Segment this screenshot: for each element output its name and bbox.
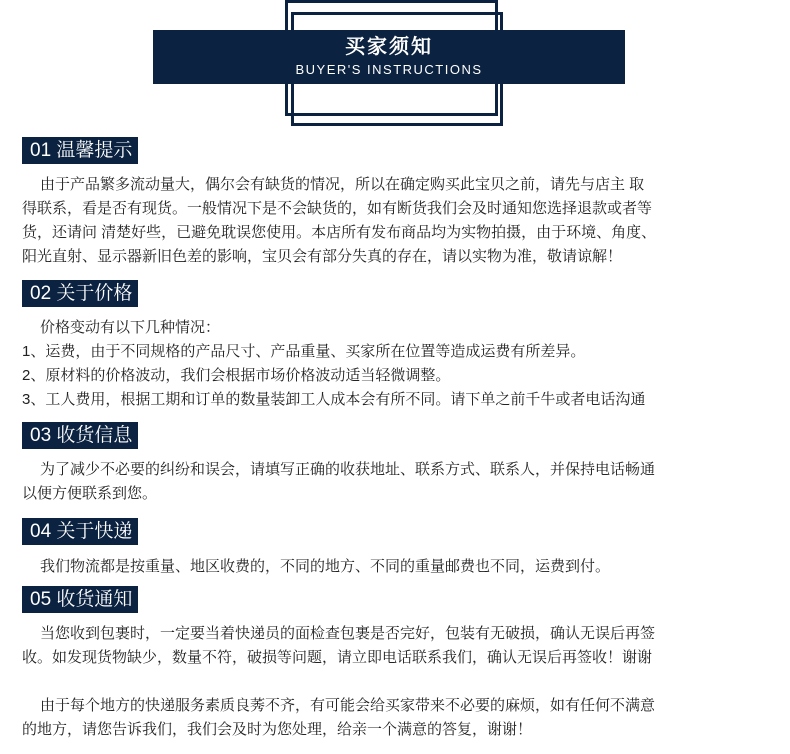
section-body-shipping-info <box>22 458 767 506</box>
body-line: 当您收到包裹时，一定要当着快递员的面检查包裹是否完好，包装有无破损，确认无误后再签 <box>40 625 656 642</box>
list-item: 2、原材料的价格波动，我们会根据市场价格波动适当轻微调整。 <box>22 367 451 384</box>
section-heading-tips: 01 温馨提示 <box>22 137 138 164</box>
section-body-tips <box>22 173 767 269</box>
section-body-receipt-notice <box>22 622 767 742</box>
list-item: 3、工人费用，根据工期和订单的数量装卸工人成本会有所不同。请下单之前千牛或者电话沟通 <box>22 391 646 408</box>
body-line: 阳光直射、显示器新旧色差的影响，宝贝会有部分失真的存在，请以实物为准，敬请谅解！ <box>22 248 623 265</box>
section-heading-price: 02 关于价格 <box>22 280 138 307</box>
section-heading-courier: 04 关于快递 <box>22 518 138 545</box>
list-item: 1、运费，由于不同规格的产品尺寸、产品重量、买家所在位置等造成运费有所差异。 <box>22 343 586 360</box>
banner-subtitle: BUYER'S INSTRUCTIONS <box>295 62 483 77</box>
body-line: 收。如发现货物缺少，数量不符，破损等问题，请立即电话联系我们，确认无误后再签收！谢谢 <box>22 649 653 666</box>
body-line: 货，还请问 清楚好些，已避免耽误您使用。本店所有发布商品均为实物拍摄，由于环境、角度、 <box>22 224 657 241</box>
title-banner <box>153 30 625 84</box>
body-line: 为了减少不必要的纠纷和误会，请填写正确的收获地址、联系方式、联系人，并保持电话畅通 <box>40 461 656 478</box>
body-line: 以便方便联系到您。 <box>22 485 158 502</box>
section-heading-receipt-notice: 05 收货通知 <box>22 586 138 613</box>
section-heading-shipping-info: 03 收货信息 <box>22 422 138 449</box>
body-line: 的地方，请您告诉我们，我们会及时为您处理，给亲一个满意的答复，谢谢！ <box>22 721 533 738</box>
banner-title: 买家须知 <box>345 36 433 58</box>
section-body-price <box>22 316 767 412</box>
section-body-courier <box>22 555 767 579</box>
blank-line <box>22 670 767 694</box>
body-line: 价格变动有以下几种情况： <box>40 319 221 336</box>
body-line: 得联系，看是否有现货。一般情况下是不会缺货的，如有断货我们会及时通知您选择退款或者等 <box>22 200 653 217</box>
body-line: 我们物流都是按重量、地区收费的，不同的地方、不同的重量邮费也不同，运费到付。 <box>40 558 611 575</box>
body-line: 由于产品繁多流动量大，偶尔会有缺货的情况，所以在确定购买此宝贝之前，请先与店主 取 <box>40 176 645 193</box>
body-line: 由于每个地方的快递服务素质良莠不齐，有可能会给买家带来不必要的麻烦，如有任何不满意 <box>40 697 656 714</box>
